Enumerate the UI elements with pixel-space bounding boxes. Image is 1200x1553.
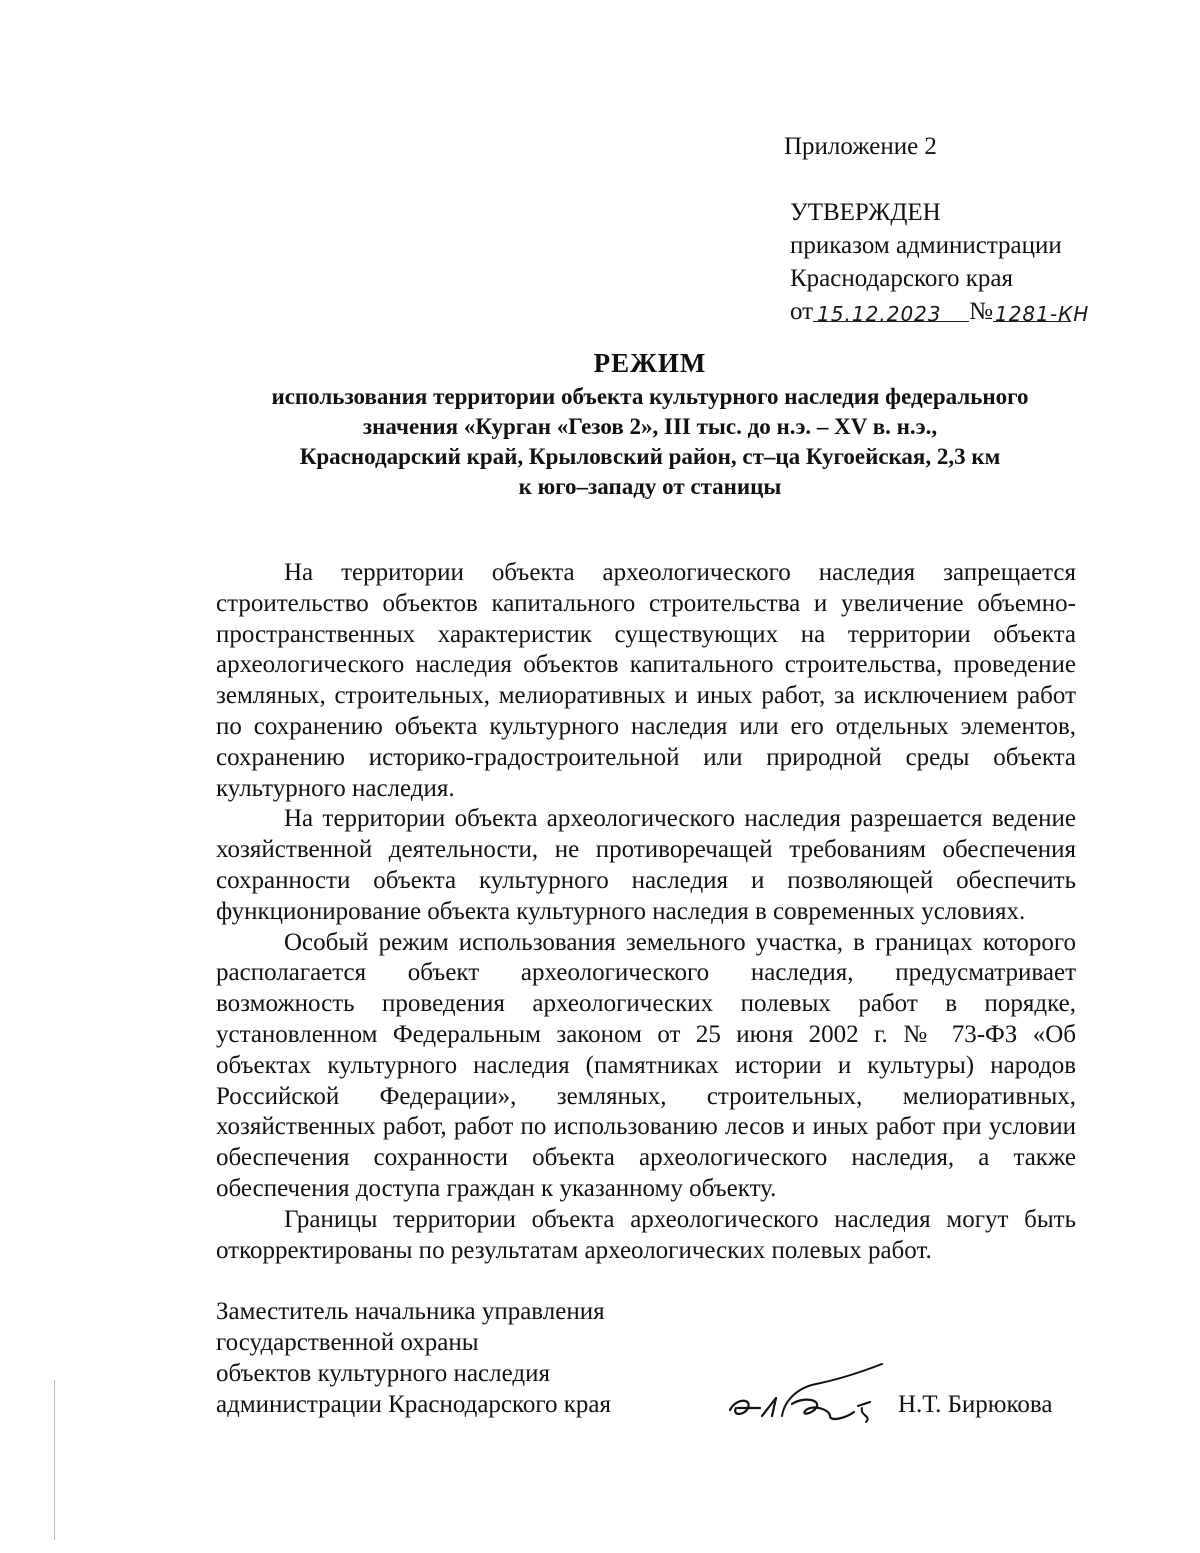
- number-prefix: №: [969, 298, 993, 325]
- paragraph-4: Границы территории объекта археологического наследия могут быть откорректированы по результатам археологических полевых работ.: [216, 1205, 1076, 1264]
- signer-position: [216, 1296, 611, 1420]
- signer-line-4: администрации Краснодарского края: [216, 1391, 612, 1418]
- date-prefix: от: [790, 298, 814, 325]
- order-line: приказом администрации: [790, 232, 1062, 259]
- title-line-4: к юго–западу от станицы: [518, 474, 782, 499]
- approval-block: [790, 196, 1090, 328]
- document-title: [150, 346, 1150, 502]
- order-reference: [790, 295, 1090, 328]
- handwritten-number: 1281-КН: [994, 302, 1090, 326]
- title-main: РЕЖИМ: [593, 348, 707, 378]
- body-text: [216, 558, 1076, 1266]
- signer-line-1: Заместитель начальника управления: [216, 1298, 605, 1325]
- date-field: [813, 295, 969, 326]
- appendix-label: Приложение 2: [784, 133, 937, 160]
- signer-line-3: объектов культурного наследия: [216, 1360, 550, 1387]
- signer-name: Н.Т. Бирюкова: [898, 1391, 1053, 1418]
- title-line-1: использования территории объекта культурного наследия федерального: [271, 384, 1029, 409]
- approved-label: УТВЕРЖДЕН: [790, 199, 941, 226]
- title-line-2: значения «Курган «Гезов 2», III тыс. до н.э. – XV в. н.э.,: [362, 414, 938, 439]
- authority-line: Краснодарского края: [790, 265, 1013, 292]
- handwritten-signature: [726, 1358, 886, 1428]
- handwritten-date: 15.12.2023: [817, 302, 942, 326]
- title-subtitle: [150, 382, 1150, 502]
- paragraph-2: На территории объекта археологического наследия разрешается ведение хозяйственной деятельности, не противоречащей требованиям обеспечения сохранности объекта культурного наследия и позволяющей обеспечить функционирование объекта культурного наследия в современных условиях.: [216, 805, 1076, 925]
- scan-edge-line: [54, 1380, 55, 1540]
- number-field: [993, 295, 1090, 326]
- signer-line-2: государственной охраны: [216, 1329, 479, 1356]
- paragraph-1: На территории объекта археологического наследия запрещается строительство объектов капитального строительства и увеличение объемно-пространственных характеристик существующих на территории объекта археологического наследия объектов капитального строительства, проведение земляных, строительных, мелиоративных и иных работ, за исключением работ по сохранению объекта культурного наследия или его отдельных элементов, сохранению историко-градостроительной или природной среды объекта культурного наследия.: [216, 559, 1076, 802]
- paragraph-3: Особый режим использования земельного участка, в границах которого располагается объект археологического наследия, предусматривает возможность проведения археологических полевых работ в порядке, установленном Федеральным законом от 25 июня 2002 г. № 73-ФЗ «Об объектах культурного наследия (памятниках истории и культуры) народов Российской Федерации», земляных, строительных, мелиоративных, хозяйственных работ, работ по использованию лесов и иных работ при условии обеспечения сохранности объекта археологического наследия, а также обеспечения доступа граждан к указанному объекту.: [216, 928, 1076, 1202]
- title-line-3: Краснодарский край, Крыловский район, ст–ца Кугоейская, 2,3 км: [299, 444, 1001, 469]
